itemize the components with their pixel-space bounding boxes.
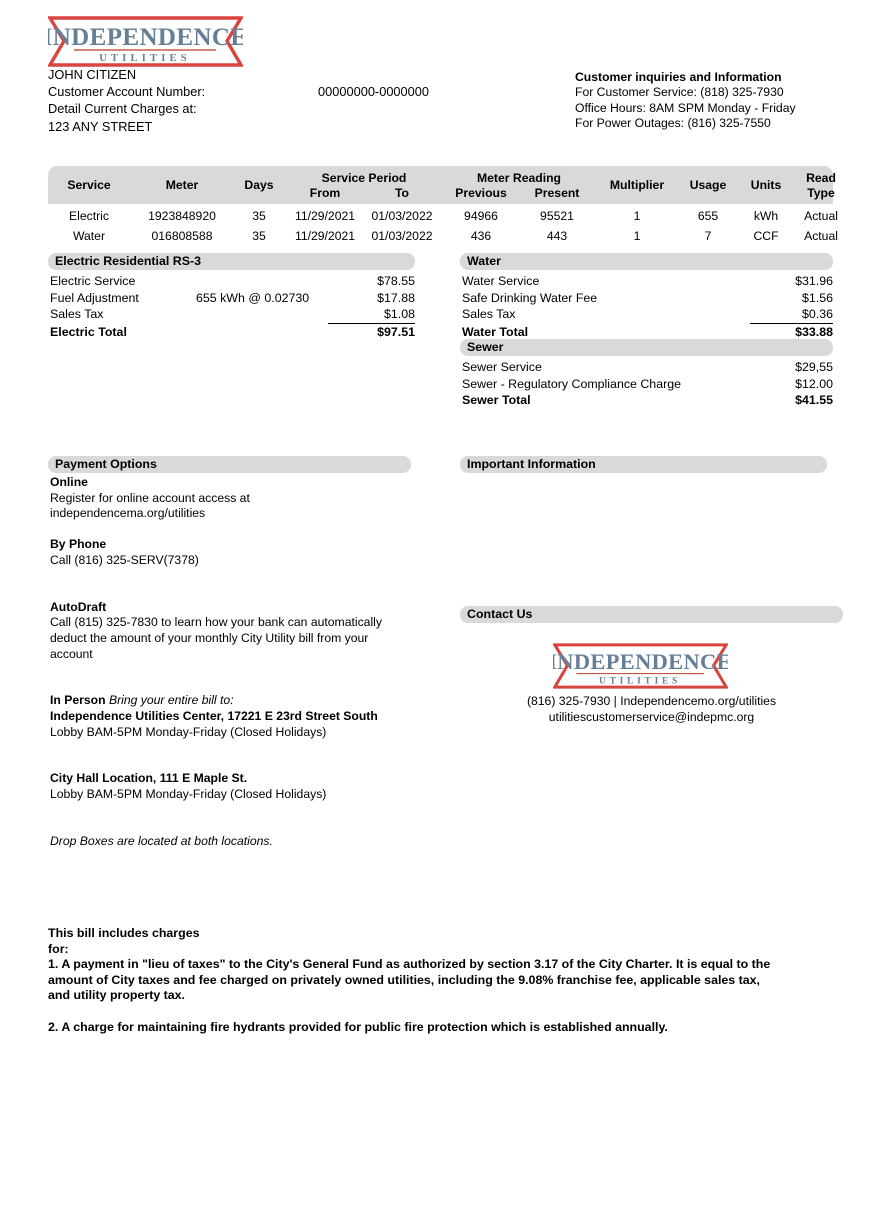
electric-charges-section (48, 253, 415, 340)
meter-reading-table (48, 166, 838, 245)
table-row (48, 228, 838, 245)
cell-present: 443 (546, 229, 568, 243)
cell-meter: 016808588 (151, 229, 213, 243)
location-2-hours: Lobby BAM-5PM Monday-Friday (Closed Holidays) (50, 786, 327, 801)
power-outages-phone: For Power Outages: (816) 325-7550 (575, 116, 771, 131)
svg-text:INDEPENDENCE: INDEPENDENCE (553, 649, 728, 675)
charge-detail: 655 kWh @ 0.02730 (196, 290, 310, 305)
spacer (50, 522, 450, 538)
cell-multiplier: 1 (633, 209, 641, 223)
autodraft-line-1: Call (815) 325-7830 to learn how your bank can automatically (50, 615, 382, 630)
important-information-section (460, 456, 827, 473)
cell-usage: 655 (697, 209, 719, 223)
cell-previous: 94966 (464, 209, 498, 223)
electric-total-label: Electric Total (50, 324, 127, 339)
cell-read-type: Actual (804, 229, 838, 243)
customer-inquiries-block (575, 70, 796, 132)
inquiries-title: Customer inquiries and Information (575, 70, 782, 84)
office-hours: Office Hours: 8AM SPM Monday - Friday (575, 100, 796, 115)
autodraft-line-2: deduct the amount of your monthly City Utility bill from your (50, 630, 369, 645)
col-header-units: Units (750, 178, 782, 192)
contact-details (460, 693, 843, 725)
spacer (50, 818, 450, 834)
cell-to: 01/03/2022 (371, 229, 433, 243)
customer-info-block (48, 66, 430, 135)
spacer (50, 569, 450, 585)
spacer (50, 678, 450, 694)
col-header-usage: Usage (689, 178, 727, 192)
contact-us-title: Contact Us (460, 606, 843, 623)
charge-amount: $31.96 (795, 274, 833, 288)
contact-us-section (460, 606, 843, 623)
charge-description: Sewer Service (462, 360, 542, 374)
charge-description: Sewer - Regulatory Compliance Charge (462, 376, 682, 391)
electric-section-title: Electric Residential RS-3 (48, 253, 415, 270)
customer-account-number: 00000000-0000000 (318, 84, 430, 100)
disclaimer-item-2: 2. A charge for maintaining fire hydrants provided for public fire protection which is established annually. (48, 1019, 668, 1034)
payment-options-section (48, 456, 411, 473)
online-heading: Online (50, 475, 88, 489)
cell-units: kWh (753, 209, 779, 223)
sewer-charges-section (460, 339, 833, 409)
by-phone-heading: By Phone (50, 537, 107, 552)
water-charges-section (460, 253, 833, 340)
charge-amount: $17.88 (377, 290, 415, 305)
col-header-previous: Previous (455, 186, 507, 200)
sewer-total-line (460, 392, 833, 409)
autodraft-heading: AutoDraft (50, 599, 107, 614)
service-address: 123 ANY STREET (48, 118, 153, 134)
charge-description: Electric Service (50, 274, 136, 288)
electric-total-amount: $97.51 (377, 324, 415, 339)
cell-read-type: Actual (804, 209, 838, 223)
independence-utilities-logo-icon (553, 641, 728, 691)
location-1-hours: Lobby BAM-5PM Monday-Friday (Closed Holidays) (50, 724, 327, 739)
charge-amount: $0.36 (801, 307, 833, 321)
col-header-read-type-1: Read (806, 171, 836, 185)
water-total-line (460, 324, 833, 341)
charge-amount: $29,55 (795, 360, 833, 374)
charge-description: Water Service (462, 274, 540, 288)
disclaimer-item-1-b: amount of City taxes and fee charged on privately owned utilities, including the 9.08% franchise fee, applicable sales tax, (48, 972, 760, 987)
online-line-2: independencema.org/utilities (50, 506, 206, 521)
charge-line (48, 273, 415, 290)
sewer-total-label: Sewer Total (462, 393, 531, 407)
location-2-name: City Hall Location, 111 E Maple St. (50, 771, 248, 786)
detail-charges-label: Detail Current Charges at: (48, 101, 197, 117)
col-header-present: Present (534, 186, 580, 200)
charge-description: Sales Tax (462, 307, 516, 321)
customer-name: JOHN CITIZEN (48, 67, 137, 82)
spacer (50, 584, 450, 600)
spacer (50, 740, 450, 756)
cell-units: CCF (753, 229, 779, 243)
spacer (48, 1004, 823, 1020)
cell-to: 01/03/2022 (371, 209, 433, 223)
contact-email: utilitiescustomerservice@indepmc.org (548, 710, 755, 724)
location-1-name: Independence Utilities Center, 17221 E 23rd Street South (50, 708, 378, 723)
in-person-label: In Person (50, 693, 106, 708)
electric-total-line (48, 324, 415, 341)
charge-description: Sales Tax (50, 307, 104, 321)
autodraft-line-3: account (50, 646, 93, 661)
contact-phone-website: (816) 325-7930 | Independencemo.org/utilities (526, 694, 777, 708)
customer-account-label: Customer Account Number: (48, 84, 206, 100)
charge-amount: $12.00 (795, 376, 833, 391)
drop-boxes-note: Drop Boxes are located at both locations. (50, 833, 273, 848)
svg-text:UTILITIES: UTILITIES (99, 53, 191, 64)
meter-table-header-row (48, 166, 836, 204)
col-header-meter-reading: Meter Reading (477, 171, 561, 185)
customer-service-phone: For Customer Service: (818) 325-7930 (575, 85, 784, 100)
col-header-from: From (309, 186, 341, 200)
online-line-1: Register for online account access at (50, 490, 250, 505)
charge-description: Safe Drinking Water Fee (462, 290, 598, 305)
spacer (50, 756, 450, 772)
col-header-meter: Meter (165, 178, 199, 192)
charge-line (460, 376, 833, 393)
payment-options-body (50, 475, 450, 849)
cell-previous: 436 (470, 229, 492, 243)
svg-text:UTILITIES: UTILITIES (599, 676, 682, 687)
disclaimer-line-2: for: (48, 941, 69, 956)
cell-from: 11/29/2021 (294, 209, 356, 223)
cell-days: 35 (252, 229, 266, 243)
cell-service: Water (72, 229, 106, 243)
in-person-heading (50, 693, 450, 709)
disclaimer-item-1-a: 1. A payment in "lieu of taxes" to the City's General Fund as authorized by section 3.17 of the City Charter. It is equal to the (48, 957, 771, 972)
by-phone-line-1: Call (816) 325-SERV(7378) (50, 552, 199, 567)
charge-amount: $1.08 (383, 307, 415, 321)
table-row (48, 208, 838, 225)
company-logo-header (48, 14, 243, 74)
charge-description: Fuel Adjustment (50, 290, 139, 305)
water-total-label: Water Total (462, 324, 529, 339)
col-header-to: To (395, 186, 409, 200)
col-header-read-type-2: Type (807, 186, 835, 200)
disclaimer-line-1: This bill includes charges (48, 926, 200, 940)
charge-line (460, 273, 833, 290)
in-person-note: Bring your entire bill to: (108, 693, 234, 708)
col-header-multiplier: Multiplier (609, 178, 665, 192)
cell-multiplier: 1 (633, 229, 641, 243)
cell-service: Electric (69, 209, 109, 223)
charge-amount: $78.55 (377, 274, 415, 288)
spacer (50, 662, 450, 678)
col-header-service: Service (67, 178, 111, 192)
water-total-amount: $33.88 (795, 324, 833, 339)
charge-line (48, 306, 415, 323)
charge-line (460, 359, 833, 376)
cell-from: 11/29/2021 (294, 229, 356, 243)
bill-charges-disclaimer (48, 926, 823, 1035)
disclaimer-item-1-c: and utility property tax. (48, 988, 186, 1003)
cell-days: 35 (252, 209, 266, 223)
col-header-days: Days (244, 178, 274, 192)
charge-line (48, 290, 415, 307)
svg-text:INDEPENDENCE: INDEPENDENCE (48, 24, 243, 51)
independence-utilities-logo-icon (48, 14, 243, 69)
important-information-title: Important Information (460, 456, 827, 473)
payment-options-title: Payment Options (48, 456, 411, 473)
cell-present: 95521 (540, 209, 574, 223)
spacer (50, 802, 450, 818)
sewer-section-title: Sewer (460, 339, 833, 356)
company-logo-contact (553, 641, 728, 696)
water-section-title: Water (460, 253, 833, 270)
col-header-service-period: Service Period (321, 171, 407, 185)
charge-amount: $1.56 (801, 290, 833, 305)
sewer-total-amount: $41.55 (795, 393, 833, 407)
charge-line (460, 290, 833, 307)
cell-meter: 1923848920 (148, 209, 216, 223)
cell-usage: 7 (704, 229, 712, 243)
charge-line (460, 306, 833, 323)
